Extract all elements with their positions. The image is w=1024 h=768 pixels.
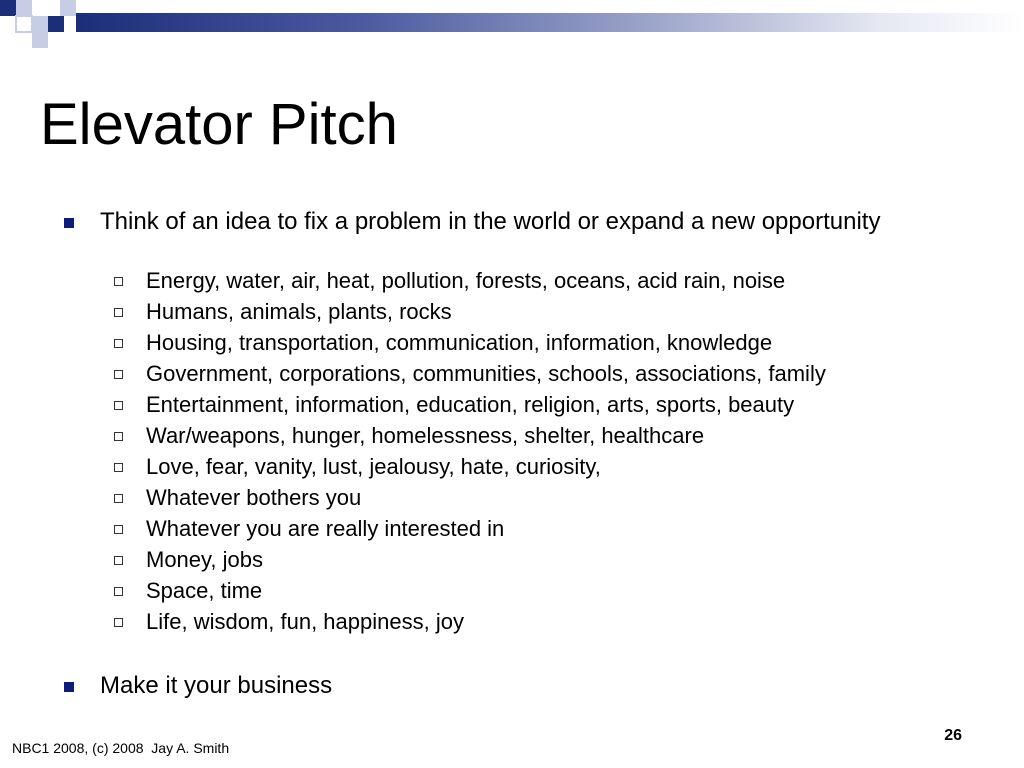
subbullet-marker [114, 401, 123, 410]
bullet-marker [64, 682, 74, 692]
subbullet-text: Energy, water, air, heat, pollution, forests, oceans, acid rain, noise [146, 268, 786, 293]
subbullet-text: Humans, animals, plants, rocks [146, 299, 452, 324]
subbullet-text: Space, time [146, 578, 263, 603]
subbullet-marker [114, 525, 123, 534]
bullet-text: Think of an idea to fix a problem in the world or expand a new opportunity [100, 208, 881, 235]
subbullet-text: Whatever bothers you [146, 485, 362, 510]
bullet-text: Make it your business [100, 672, 333, 699]
subbullet-text: Housing, transportation, communication, information, knowledge [146, 330, 773, 355]
slide-title: Elevator Pitch [40, 92, 398, 157]
slide-footer: NBC1 2008, (c) 2008 Jay A. Smith [12, 740, 230, 756]
subbullet-marker [114, 308, 123, 317]
subbullet-text: Life, wisdom, fun, happiness, joy [146, 609, 464, 634]
subbullet-marker [114, 463, 123, 472]
subbullet-text: Government, corporations, communities, schools, associations, family [146, 361, 826, 386]
subbullet-text: Love, fear, vanity, lust, jealousy, hate, curiosity, [146, 454, 601, 479]
subbullet-text: Whatever you are really interested in [146, 516, 505, 541]
page-number: 26 [944, 727, 962, 744]
subbullet-marker [114, 556, 123, 565]
subbullet-marker [114, 339, 123, 348]
subbullet-marker [114, 587, 123, 596]
bullet-marker [64, 218, 74, 228]
subbullet-marker [114, 432, 123, 441]
subbullet-text: War/weapons, hunger, homelessness, shelter, healthcare [146, 423, 705, 448]
subbullet-marker [114, 370, 123, 379]
subbullet-text: Entertainment, information, education, religion, arts, sports, beauty [146, 392, 795, 417]
subbullet-marker [114, 277, 123, 286]
subbullet-marker [114, 494, 123, 503]
subbullet-marker [114, 618, 123, 627]
subbullet-text: Money, jobs [146, 547, 263, 572]
